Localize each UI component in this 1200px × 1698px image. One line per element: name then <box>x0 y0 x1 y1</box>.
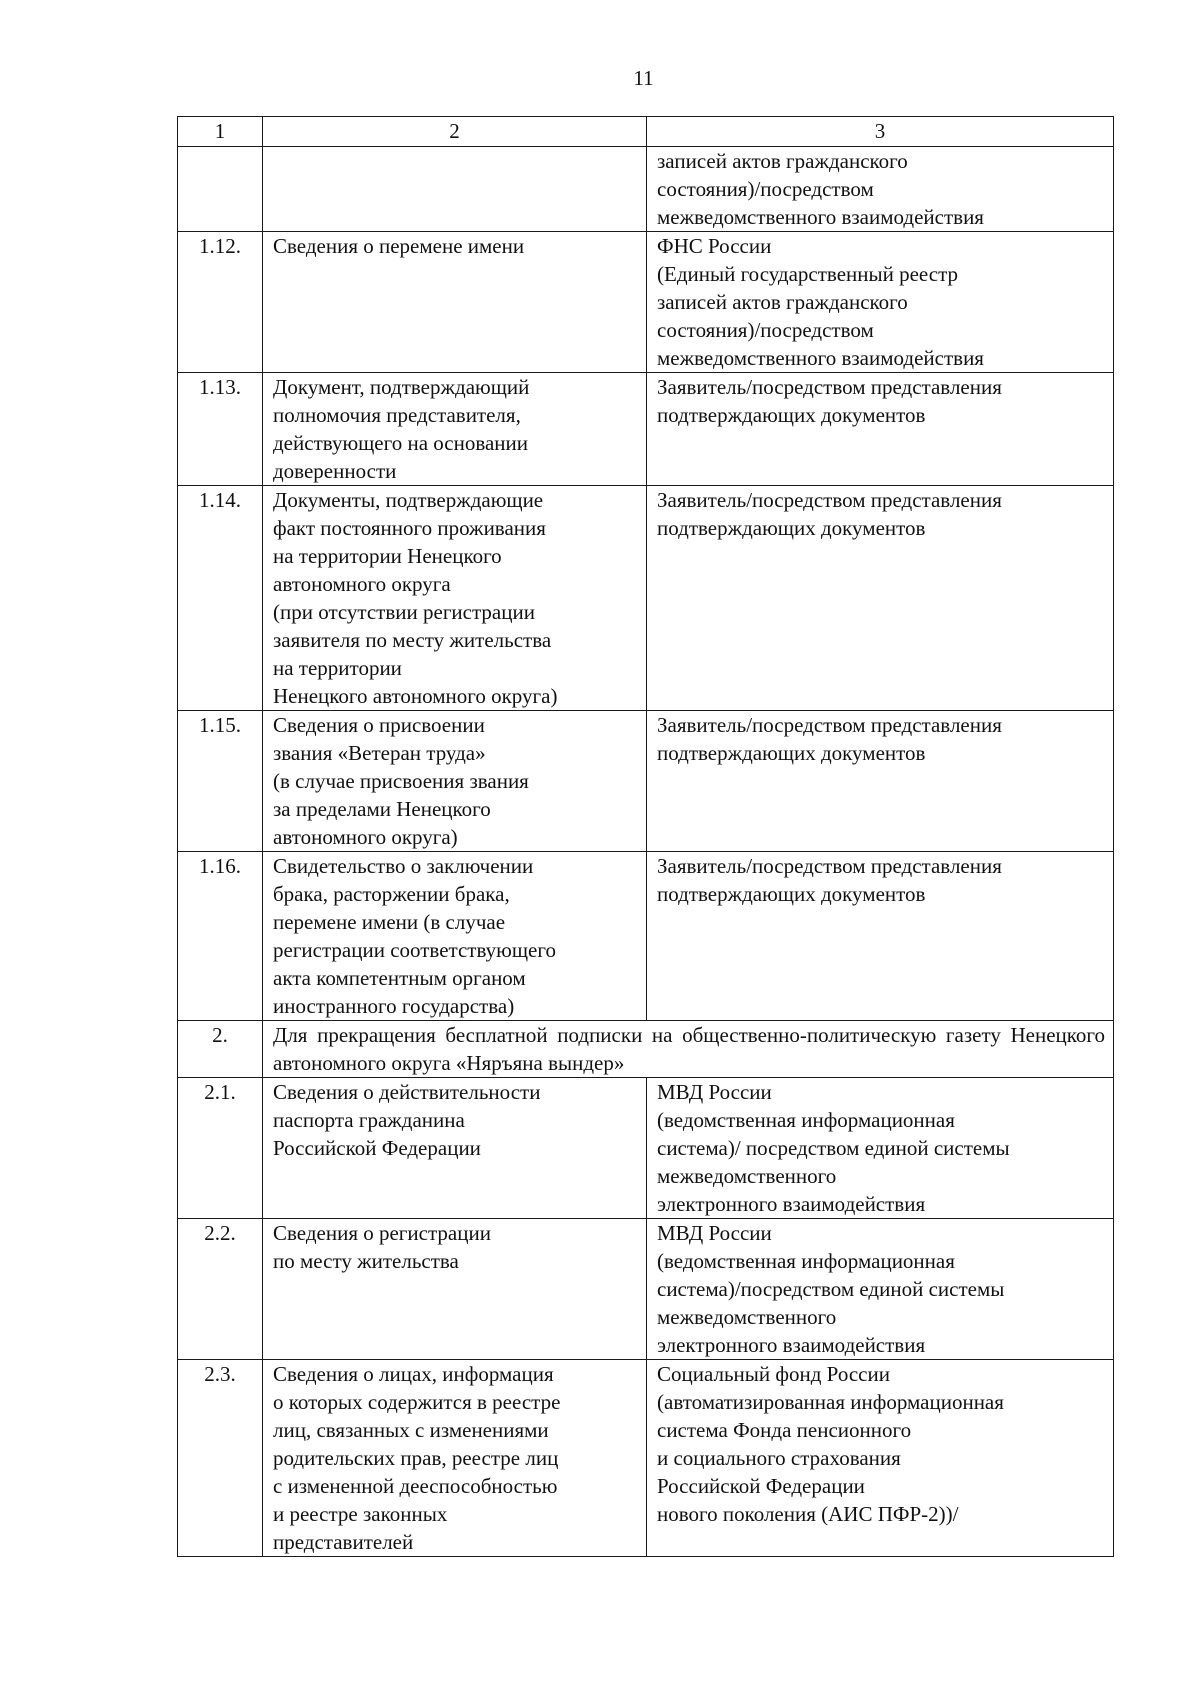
table-header-row <box>178 117 1114 147</box>
row-number: 1.15. <box>178 711 263 852</box>
table-row <box>178 373 1114 486</box>
table-row <box>178 1078 1114 1219</box>
document-name: Сведения о присвоении звания «Ветеран труда» (в случае присвоения звания за пределами Ненецкого автономного округа) <box>263 711 647 852</box>
document-source: Заявитель/посредством представления подтверждающих документов <box>647 373 1114 486</box>
table-row <box>178 486 1114 711</box>
section-row <box>178 1021 1114 1078</box>
document-source: ФНС России (Единый государственный реестр записей актов гражданского состояния)/посредством межведомственного взаимодействия <box>647 232 1114 373</box>
row-number <box>178 147 263 232</box>
column-header-1: 1 <box>178 117 263 147</box>
document-name: Сведения о перемене имени <box>263 232 647 373</box>
column-header-2: 2 <box>263 117 647 147</box>
document-source: Заявитель/посредством представления подтверждающих документов <box>647 486 1114 711</box>
row-number: 2.2. <box>178 1219 263 1360</box>
document-source: МВД России (ведомственная информационная система)/ посредством единой системы межведомственного электронного взаимодействия <box>647 1078 1114 1219</box>
row-number: 1.12. <box>178 232 263 373</box>
table-row <box>178 711 1114 852</box>
document-source: Социальный фонд России (автоматизированная информационная система Фонда пенсионного и социального страхования Российской Федерации нового поколения (АИС ПФР-2))/ <box>647 1360 1114 1557</box>
table-row <box>178 232 1114 373</box>
document-source: записей актов гражданского состояния)/посредством межведомственного взаимодействия <box>647 147 1114 232</box>
row-number: 1.13. <box>178 373 263 486</box>
document-name: Документ, подтверждающий полномочия представителя, действующего на основании доверенности <box>263 373 647 486</box>
document-table <box>177 116 1114 1557</box>
page-number: 11 <box>633 66 654 90</box>
document-name: Свидетельство о заключении брака, расторжении брака, перемене имени (в случае регистрации соответствующего акта компетентным органом иностранного государства) <box>263 852 647 1021</box>
document-name <box>263 147 647 232</box>
table-row <box>178 147 1114 232</box>
row-number: 1.16. <box>178 852 263 1021</box>
document-source: Заявитель/посредством представления подтверждающих документов <box>647 852 1114 1021</box>
table-row <box>178 1360 1114 1557</box>
row-number: 1.14. <box>178 486 263 711</box>
column-header-3: 3 <box>647 117 1114 147</box>
document-name: Сведения о действительности паспорта гражданина Российской Федерации <box>263 1078 647 1219</box>
document-source: МВД России (ведомственная информационная система)/посредством единой системы межведомственного электронного взаимодействия <box>647 1219 1114 1360</box>
document-source: Заявитель/посредством представления подтверждающих документов <box>647 711 1114 852</box>
document-name: Документы, подтверждающие факт постоянного проживания на территории Ненецкого автономного округа (при отсутствии регистрации заявителя по месту жительства на территории Ненецкого автономного округа) <box>263 486 647 711</box>
table-row <box>178 852 1114 1021</box>
document-name: Сведения о лицах, информация о которых содержится в реестре лиц, связанных с изменениями родительских прав, реестре лиц с измененной дееспособностью и реестре законных представителей <box>263 1360 647 1557</box>
section-title: Для прекращения бесплатной подписки на общественно-политическую газету Ненецкого автономного округа «Няръяна вындер» <box>263 1021 1114 1078</box>
document-name: Сведения о регистрации по месту жительства <box>263 1219 647 1360</box>
row-number: 2.3. <box>178 1360 263 1557</box>
table-row <box>178 1219 1114 1360</box>
row-number: 2.1. <box>178 1078 263 1219</box>
section-number: 2. <box>178 1021 263 1078</box>
